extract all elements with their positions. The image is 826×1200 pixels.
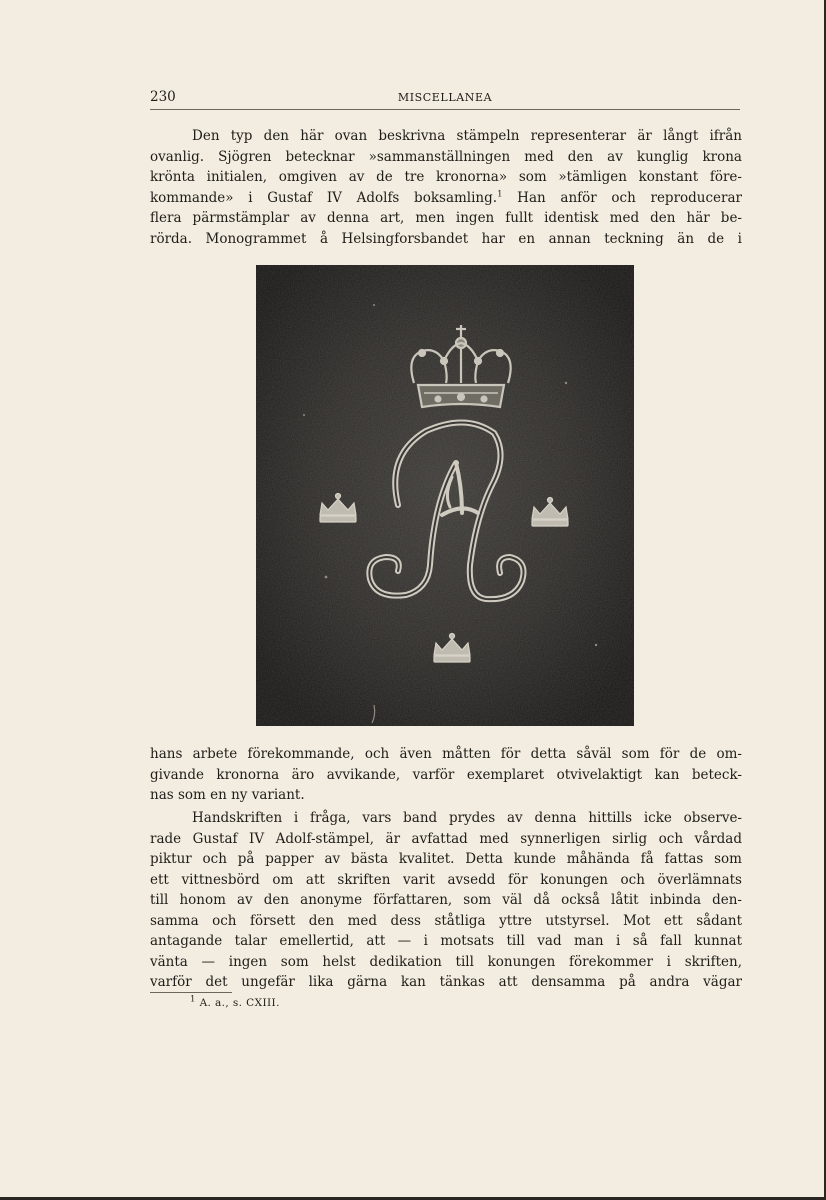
text-line: Handskriften i fråga, vars band prydes av denna hittills icke observe- xyxy=(192,810,742,826)
text-line: ett vittnesbörd om att skriften varit avsedd för konungen och överlämnats xyxy=(150,871,742,888)
running-header xyxy=(150,89,740,110)
running-title: MISCELLANEA xyxy=(397,91,493,104)
text-line: vänta — ingen som helst dedikation till konungen förekommer i skriften, xyxy=(150,953,742,970)
paragraph-top xyxy=(150,126,742,249)
text-line xyxy=(150,188,742,209)
page-number: 230 xyxy=(150,89,176,105)
text-line: samma och försett den med dess ståtliga yttre utstyrsel. Mot ett sådant xyxy=(150,912,742,929)
text-line: nas som en ny variant. xyxy=(150,787,305,803)
paragraph-bottom xyxy=(150,808,742,993)
text-line: varför det ungefär lika gärna kan tänkas att densamma på andra vägar xyxy=(150,974,742,990)
text-line: hans arbete förekommande, och även måtten för detta såväl som för de om- xyxy=(150,746,742,762)
footnote-text: A. a., s. CXIII. xyxy=(199,997,280,1009)
text-line: ovanlig. Sjögren betecknar »sammanställningen med den av kunglig krona xyxy=(150,148,742,165)
footnote xyxy=(190,994,280,1009)
text-line: givande kronorna äro avvikande, varför exemplaret otvivelaktigt kan beteck- xyxy=(150,766,742,783)
footnote-marker: 1 xyxy=(190,994,196,1005)
text-line: Den typ den här ovan beskrivna stämpeln representerar är långt ifrån xyxy=(192,128,742,144)
text-line: piktur och på papper av bästa kvalitet. Detta kunde måhända få fattas som xyxy=(150,851,742,867)
footnote-reference[interactable]: 1 xyxy=(497,189,503,199)
binding-stamp-photo xyxy=(256,265,634,726)
text-line: flera pärmstämplar av denna art, men ingen fullt identisk med den här be- xyxy=(150,210,742,226)
paragraph-middle xyxy=(150,744,742,806)
text-line: rade Gustaf IV Adolf-stämpel, är avfattad med synnerligen sirlig och vårdad xyxy=(150,830,742,847)
text-line: krönta initialen, omgiven av de tre kronorna» som »tämligen konstant före- xyxy=(150,169,742,185)
footnote-rule xyxy=(150,992,232,993)
text-line: antagande talar emellertid, att — i motsats till vad man i så fall kunnat xyxy=(150,933,742,949)
text-fragment: kommande» i Gustaf IV Adolfs boksamling. xyxy=(150,189,498,206)
text-fragment: Han anför och reproducerar xyxy=(502,189,742,206)
text-line: rörda. Monogrammet å Helsingforsbandet har en annan teckning än de i xyxy=(150,230,742,247)
text-line: till honom av den anonyme författaren, som väl då också låtit inbinda den- xyxy=(150,892,742,908)
